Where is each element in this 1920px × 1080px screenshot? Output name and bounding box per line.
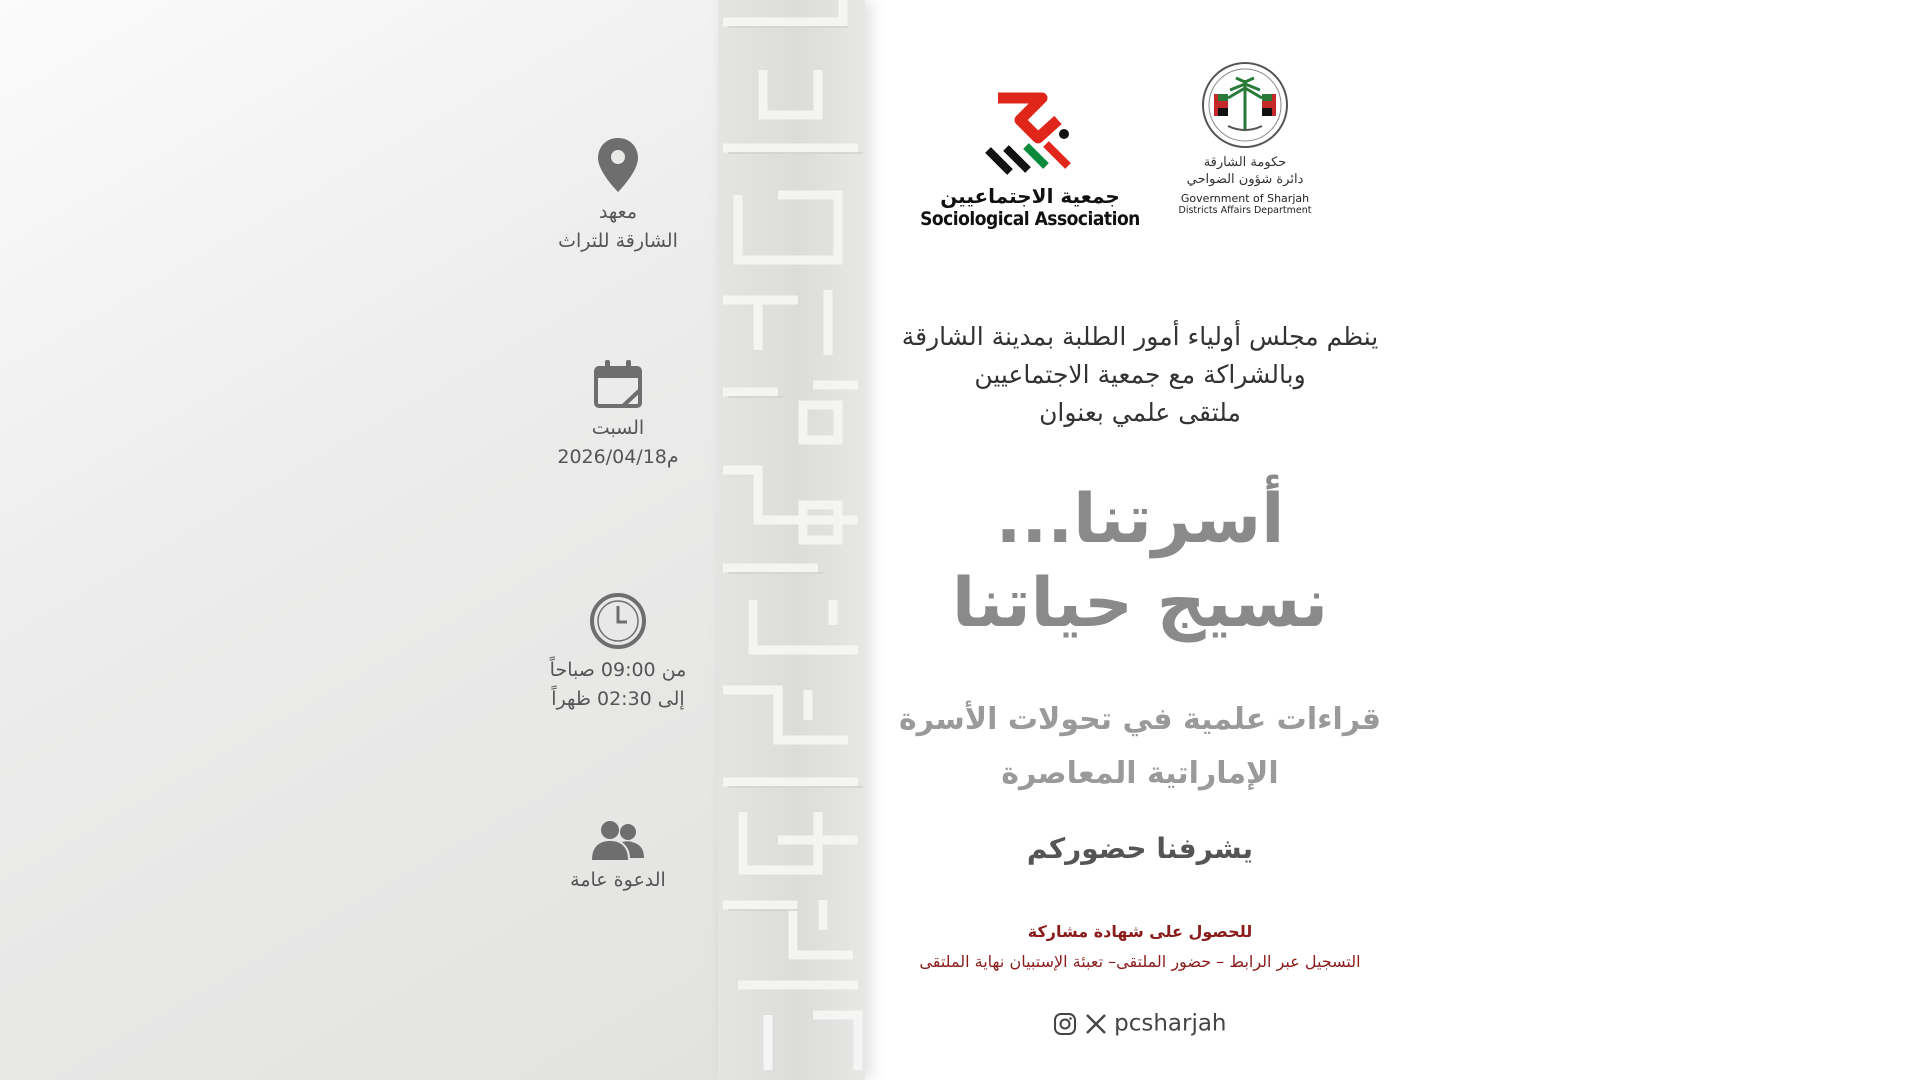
subtitle-line1: قراءات علمية في تحولات الأسرة — [898, 702, 1382, 737]
main-content — [865, 0, 1920, 1080]
audience-info — [518, 820, 718, 895]
date-value: 2026/04/18م — [557, 446, 679, 468]
certificate-steps: التسجيل عبر الرابط – حضور الملتقى– تعبئة الإستبيان نهاية الملتقى — [919, 952, 1361, 971]
clock-icon — [589, 592, 647, 650]
location-line1: معهد — [598, 201, 638, 223]
certificate-title: للحصول على شهادة مشاركة — [1027, 922, 1253, 941]
government-name-ar: حكومة الشارقة — [1203, 155, 1287, 170]
subtitle-line2: الإماراتية المعاصرة — [1001, 756, 1279, 791]
department-name-ar: دائرة شؤون الضواحي — [1186, 172, 1304, 187]
logo-area — [865, 60, 1920, 240]
title-line2: نسيج حياتنا — [951, 564, 1329, 643]
date-day: السبت — [591, 417, 645, 439]
kufic-pattern — [718, 0, 865, 1080]
sharjah-emblem — [1200, 60, 1290, 150]
intro-text — [865, 318, 1415, 432]
social-handle[interactable] — [865, 1010, 1415, 1037]
intro-line2: وبالشراكة مع جمعية الاجتماعيين — [974, 360, 1306, 389]
sociological-association-logo — [920, 90, 1140, 230]
time-from: من 09:00 صباحاً — [549, 659, 687, 681]
sociological-association-emblem — [980, 90, 1080, 176]
event-subtitle — [865, 693, 1415, 801]
sociological-association-name-ar: جمعية الاجتماعيين — [940, 184, 1120, 208]
audience-label: الدعوة عامة — [570, 869, 666, 891]
intro-line1: ينظم مجلس أولياء أمور الطلبة بمدينة الشارقة — [901, 322, 1379, 351]
location-pin-icon — [598, 138, 638, 192]
honor-text: يشرفنا حضوركم — [1026, 832, 1254, 865]
location-info — [518, 138, 718, 256]
sociological-association-name-en: Sociological Association — [920, 208, 1140, 230]
date-info — [518, 360, 718, 472]
location-line2: الشارقة للتراث — [558, 230, 678, 252]
people-icon — [592, 820, 644, 860]
government-sharjah-logo — [1165, 60, 1325, 217]
title-line1: أسرتنا... — [995, 480, 1285, 559]
time-to: إلى 02:30 ظهراً — [551, 688, 685, 710]
intro-line3: ملتقى علمي بعنوان — [1039, 398, 1241, 427]
event-title — [865, 478, 1415, 646]
instagram-icon[interactable] — [1053, 1012, 1077, 1036]
decorative-pattern-strip — [718, 0, 865, 1080]
government-name-en: Government of Sharjah — [1180, 192, 1310, 205]
time-info — [518, 592, 718, 714]
social-handle-text[interactable]: pcsharjah — [1114, 1010, 1227, 1037]
x-icon[interactable] — [1085, 1013, 1107, 1035]
department-name-en: Districts Affairs Department — [1178, 205, 1312, 216]
calendar-icon — [593, 360, 643, 408]
